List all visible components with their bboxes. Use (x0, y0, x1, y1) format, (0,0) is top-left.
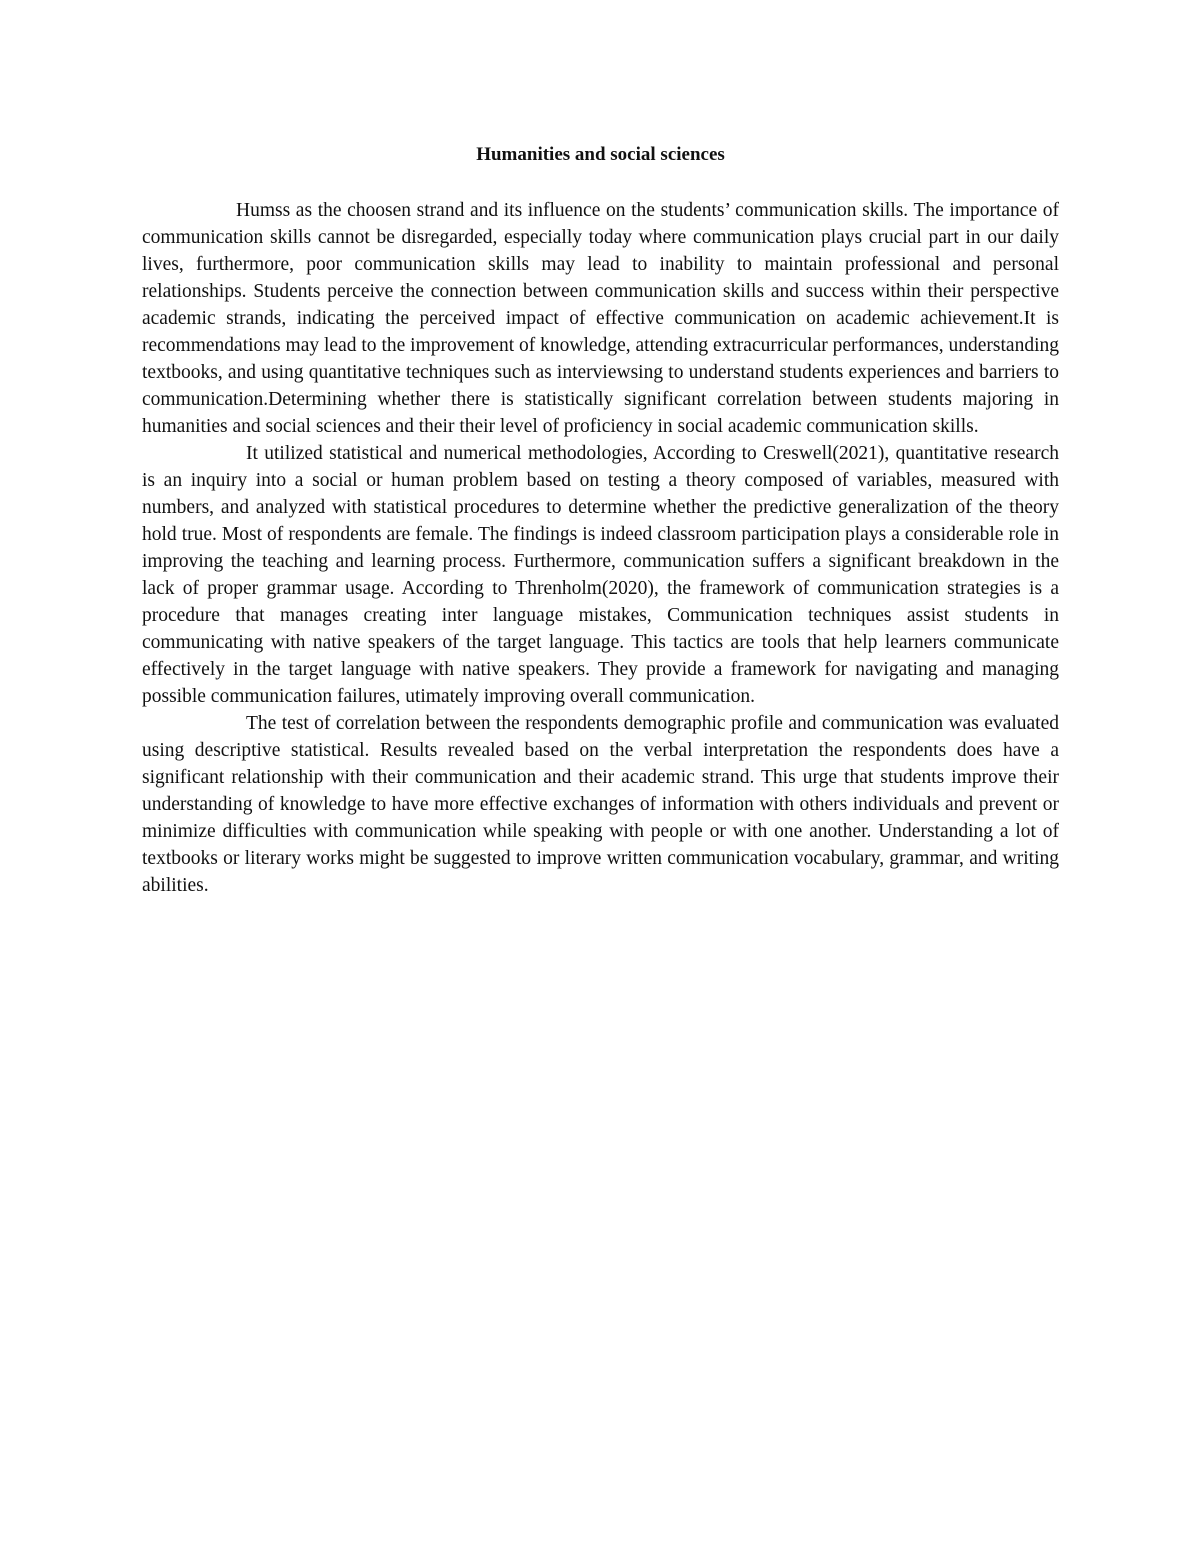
document-body (142, 140, 1059, 899)
document-title: Humanities and social sciences (476, 144, 725, 165)
paragraph-1: Humss as the choosen strand and its influence on the students’ communication skills. The importance of communication skills cannot be disregarded, especially today where communication plays crucial part in our daily lives, furthermore, poor communication skills may lead to inability to maintain professional and personal relationships. Students perceive the connection between communication skills and success within their perspective academic strands, indicating the perceived impact of effective communication on academic achievement.It is recommendations may lead to the improvement of knowledge, attending extracurricular performances, understanding textbooks, and using quantitative techniques such as interviewsing to understand students experiences and barriers to communication.Determining whether there is statistically significant correlation between students majoring in humanities and social sciences and their their level of proficiency in social academic communication skills. (142, 200, 1059, 437)
paragraph-2: It utilized statistical and numerical methodologies, According to Creswell(2021), quantitative research is an inquiry into a social or human problem based on testing a theory composed of variables, measured with numbers, and analyzed with statistical procedures to determine whether the predictive generalization of the theory hold true. Most of respondents are female. The findings is indeed classroom participation plays a considerable role in improving the teaching and learning process. Furthermore, communication suffers a significant breakdown in the lack of proper grammar usage. According to Threnholm(2020), the framework of communication strategies is a procedure that manages creating inter language mistakes, Communication techniques assist students in communicating with native speakers of the target language. This tactics are tools that help learners communicate effectively in the target language with native speakers. They provide a framework for navigating and managing possible communication failures, utimately improving overall communication. (142, 443, 1059, 707)
paragraph-3: The test of correlation between the respondents demographic profile and communication was evaluated using descriptive statistical. Results revealed based on the verbal interpretation the respondents does have a significant relationship with their communication and their academic strand. This urge that students improve their understanding of knowledge to have more effective exchanges of information with others individuals and prevent or minimize difficulties with communication while speaking with people or with one another. Understanding a lot of textbooks or literary works might be suggested to improve written communication vocabulary, grammar, and writing abilities. (142, 713, 1059, 896)
